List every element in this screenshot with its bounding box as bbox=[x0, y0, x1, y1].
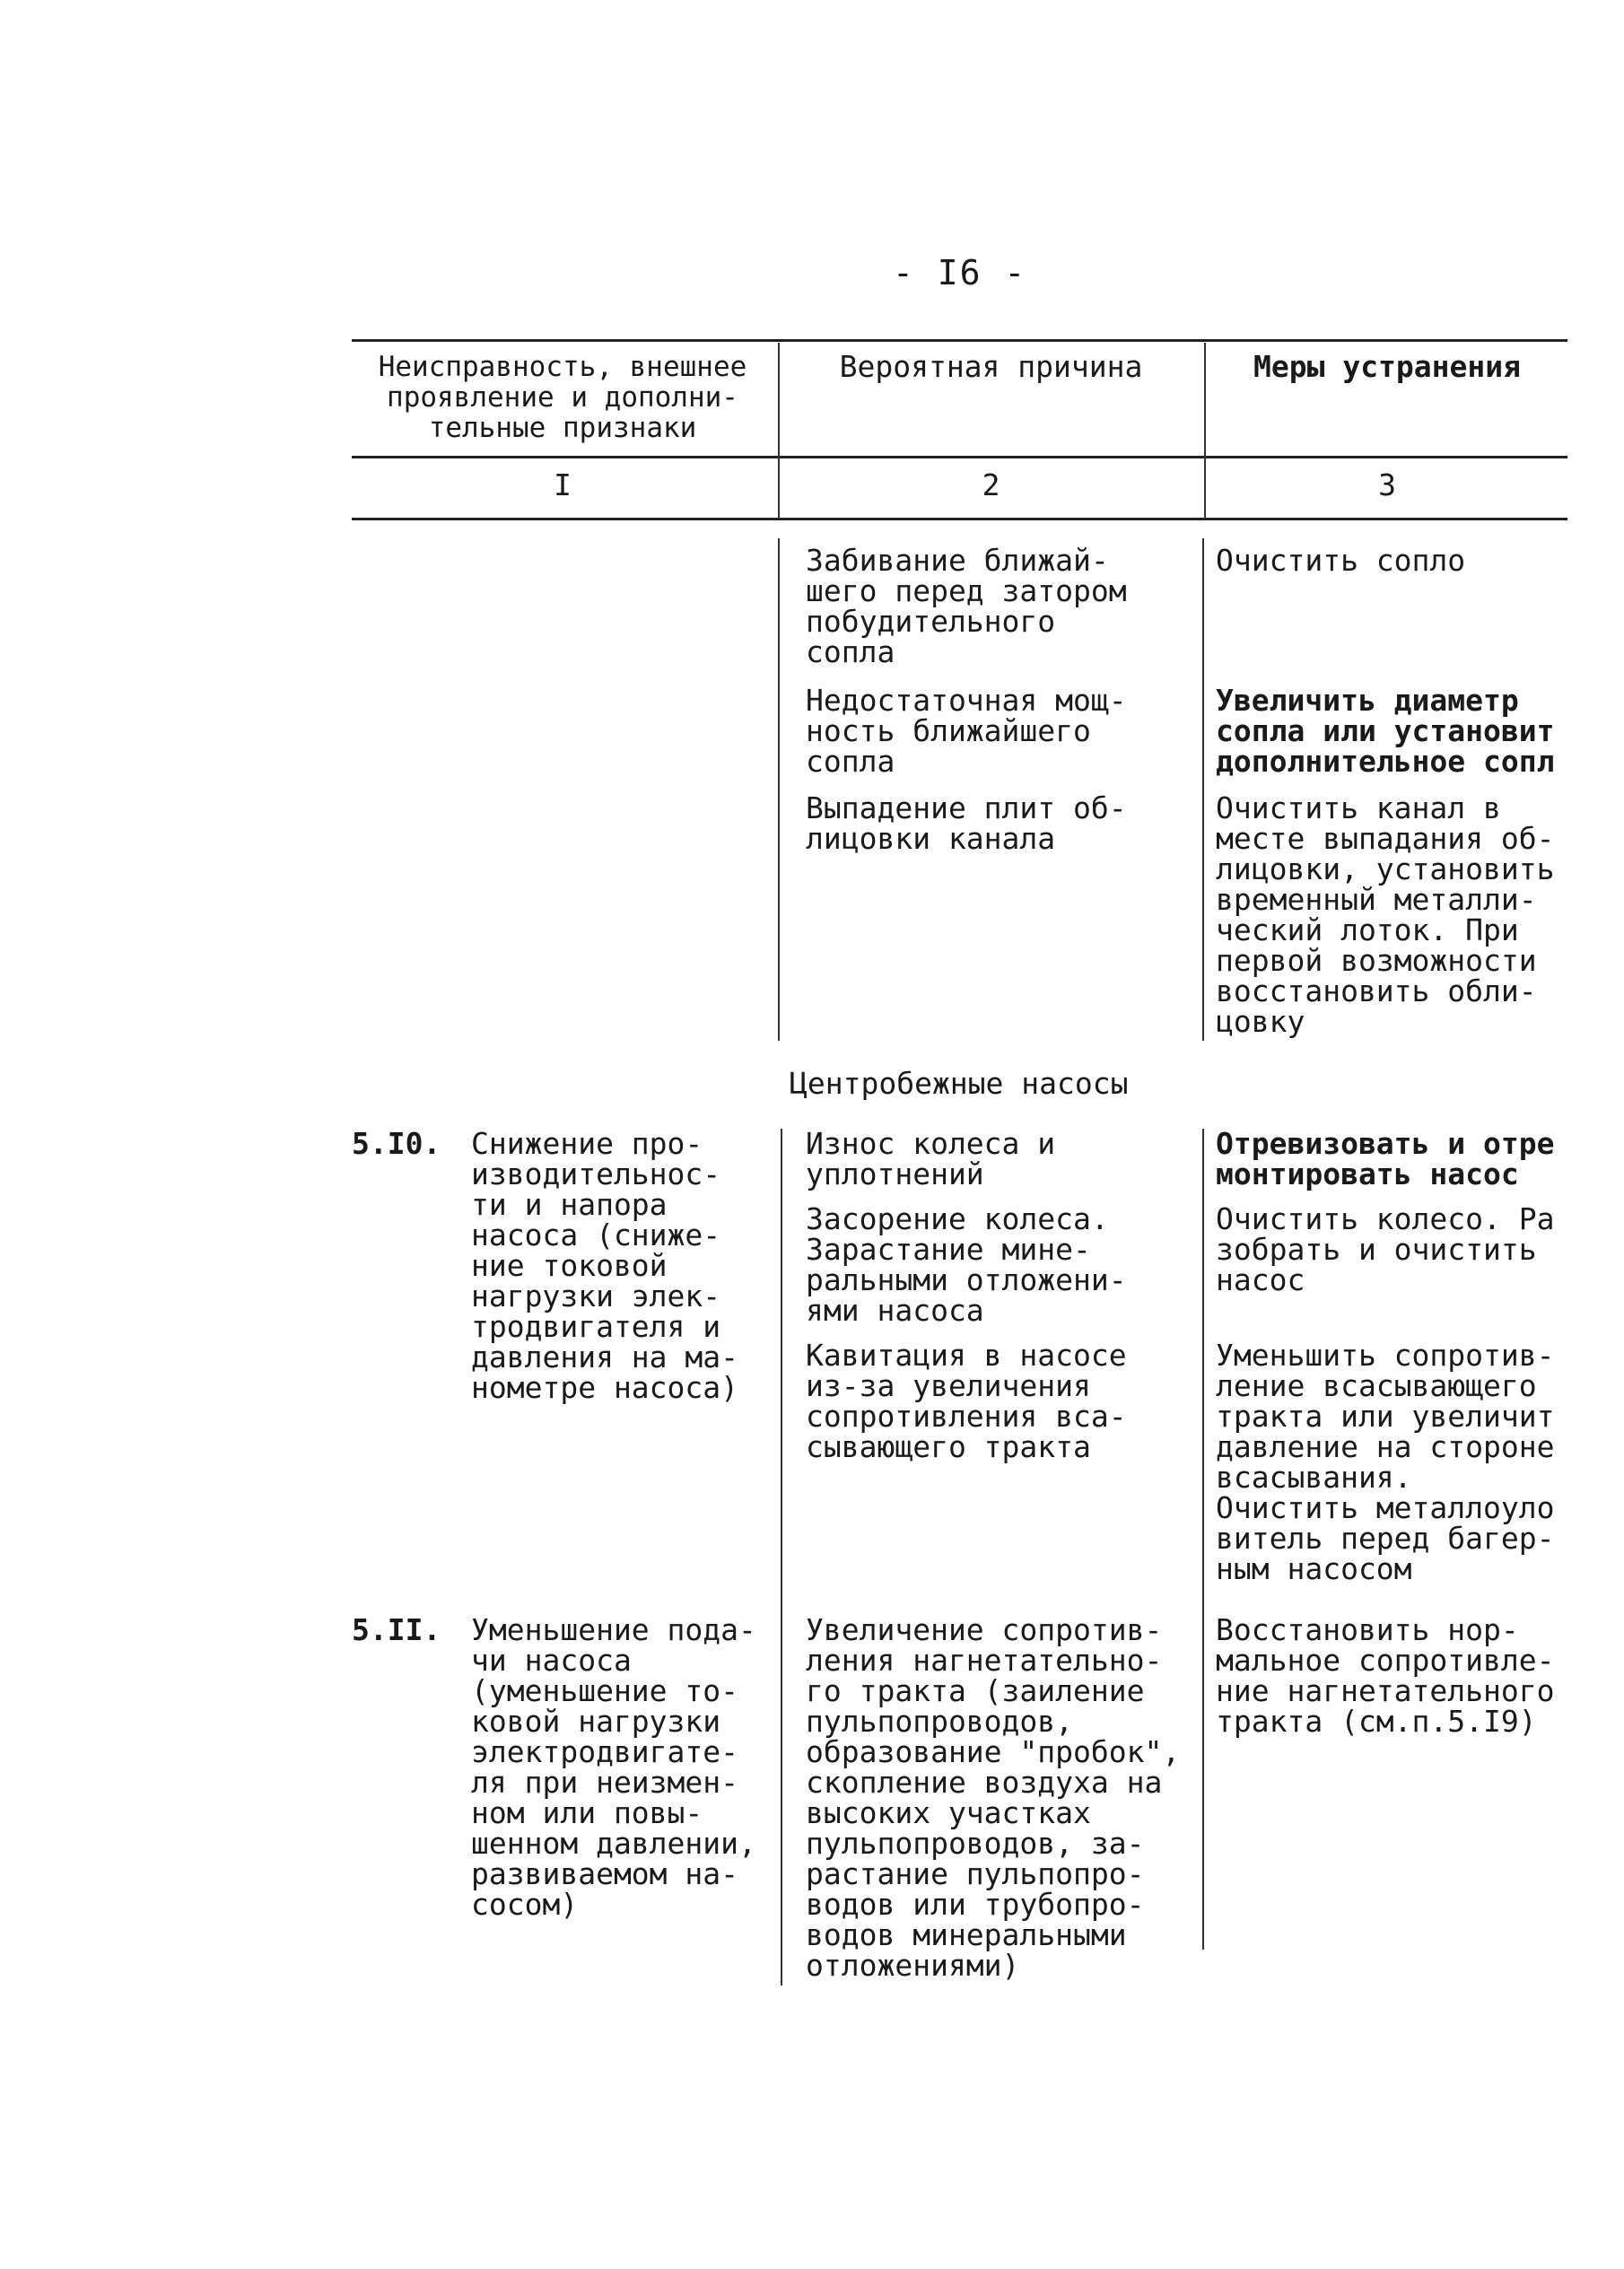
table-top-rule bbox=[352, 339, 1567, 342]
column-number-rule bbox=[352, 518, 1567, 520]
cause-5-10-cavitation: Кавитация в насосе из-за увеличения сопротивления вса- сывающего тракта bbox=[806, 1338, 1127, 1464]
column-number-2: 2 bbox=[982, 467, 1000, 502]
remedy-5-10-repair: Отревизовать и отре монтировать насос bbox=[1216, 1126, 1555, 1191]
column-divider-2 bbox=[1204, 343, 1206, 519]
cause-5-11: Увеличение сопротив- ления нагнетательно- го тракта (заиление пульпопроводов, образование "пробок", скопление воздуха на высоких участках пульпопроводов, за- растание пульпопро- водов или трубопро- водов минеральными отложениями) bbox=[806, 1612, 1181, 1983]
column-divider-1-body-a bbox=[778, 538, 780, 1041]
column-divider-1-body-b bbox=[781, 1129, 782, 1985]
remedy-nozzle-clogging: Очистить сопло bbox=[1216, 543, 1466, 578]
item-number-5-10: 5.I0. bbox=[352, 1126, 441, 1161]
page-number: - I6 - bbox=[893, 253, 1027, 292]
cause-nozzle-power: Недостаточная мощ- ность ближайшего сопла bbox=[806, 683, 1127, 779]
cause-5-10-wear: Износ колеса и уплотнений bbox=[806, 1126, 1056, 1191]
column-divider-2-body-a bbox=[1202, 538, 1204, 1041]
header-cause: Вероятная причина bbox=[839, 349, 1143, 384]
header-bottom-rule bbox=[352, 456, 1567, 458]
column-divider-1 bbox=[778, 343, 780, 519]
header-fault: Неисправность, внешнее проявление и дополни- тельные признаки bbox=[378, 351, 747, 444]
column-number-1: I bbox=[554, 467, 572, 502]
remedy-5-10-reduce-resistance: Уменьшить сопротив- ление всасывающего тракта или увеличит давление на стороне всасывания. Очистить металлоуло витель перед багер- ным насосом bbox=[1216, 1338, 1555, 1586]
column-divider-2-body-b bbox=[1202, 1129, 1204, 1950]
remedy-5-10-clean: Очистить колесо. Ра зобрать и очистить насос bbox=[1216, 1201, 1555, 1297]
header-remedy: Меры устранения bbox=[1253, 349, 1521, 384]
remedy-5-11: Восстановить нор- мальное сопротивле- ние нагнетательного тракта (см.п.5.I9) bbox=[1216, 1612, 1555, 1739]
remedy-lining-fallout: Очистить канал в месте выпадания об- лицовки, установить временный металли- ческий лоток. При первой возможности восстановить обли- цовку bbox=[1216, 790, 1555, 1039]
cause-5-10-clogging: Засорение колеса. Зарастание мине- ральными отложени- ями насоса bbox=[806, 1201, 1127, 1328]
item-number-5-11: 5.II. bbox=[352, 1612, 441, 1647]
cause-lining-fallout: Выпадение плит об- лицовки канала bbox=[806, 790, 1127, 856]
cause-nozzle-clogging: Забивание ближай- шего перед затором побудительного сопла bbox=[806, 543, 1127, 669]
column-number-3: 3 bbox=[1378, 467, 1396, 502]
fault-5-11: Уменьшение пода- чи насоса (уменьшение то- ковой нагрузки электродвигате- ля при неизмен- ном или повы- шенном давлении, развиваемом на- сосом) bbox=[471, 1612, 756, 1922]
remedy-nozzle-power: Увеличить диаметр сопла или установит дополнительное сопл bbox=[1216, 683, 1555, 779]
fault-5-10: Снижение про- изводительнос- ти и напора насоса (сниже- ние токовой нагрузки элек- тродвигателя и давления на ма- нометре насоса) bbox=[471, 1126, 739, 1405]
section-title: Центробежные насосы bbox=[790, 1066, 1129, 1101]
